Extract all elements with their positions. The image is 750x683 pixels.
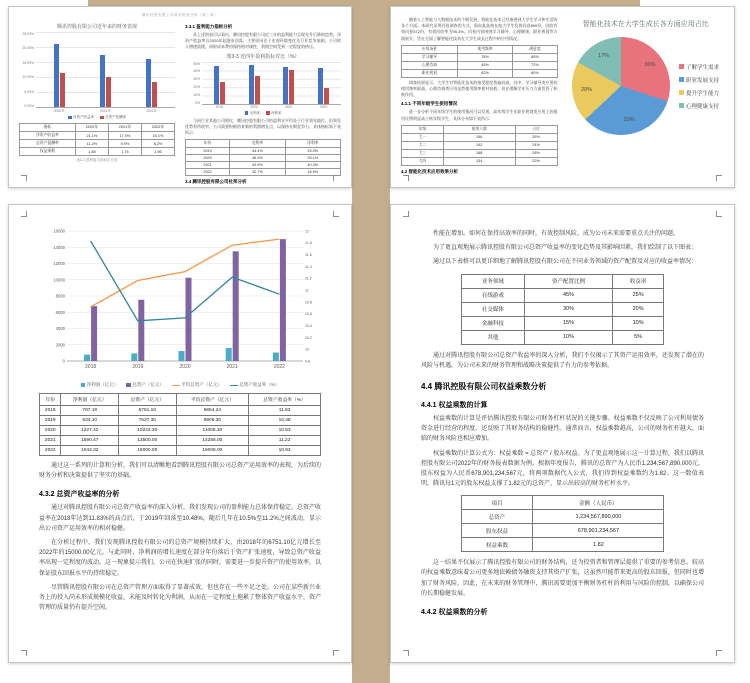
paragraph: 随着人工智能与大数据技术的不断发展，智能化技术已经渗透到大学生学习和生活的各个方面。本研究采用问卷调查的方式，面向某高校在校大学生发放问卷600份，回收有效问卷572份，有效回收率为95.3%。问卷内容围绕学习辅导、心理健康、职业规划等方面展开，旨在全面了解智能化技术在大学生成长过程中的应用情况。 <box>401 17 558 41</box>
svg-text:12: 12 <box>305 229 309 234</box>
paragraph: 为了更直观地展示腾讯控股有限公司总资产收益率的变化趋势及其影响因素，我们绘制了以下图表： <box>433 245 698 252</box>
table-caption: 表3-1 盈利能力指标汇总表 <box>76 158 118 162</box>
paragraph: 在分析过程中，我们发现腾讯控股有限公司的总资产规模持续扩大，由2018年的6751.10亿元增长至2022年的15000.00亿元。与此同时，净利润的增长速度在部分年份落后于资产扩张速度，导致总资产收益率出现一定程度的波动。这一现象提示我们，公司在快速扩张的同时，需要进一步提升资产的使用效率，以保证股东回报水平的持续稳定。 <box>39 539 322 577</box>
svg-text:11.4: 11.4 <box>305 264 312 269</box>
section-heading: 4.3.2 总资产收益率的分析 <box>39 491 120 499</box>
svg-text:0: 0 <box>62 358 65 364</box>
text-boundary-mark <box>403 650 409 656</box>
section-heading: 4.2 智能化技术应用效果分析 <box>401 168 459 174</box>
page-header: 腾讯控股有限公司财务报表分析（第三章） <box>142 13 218 17</box>
svg-text:8000: 8000 <box>55 293 65 299</box>
page-4[interactable] <box>390 204 735 663</box>
svg-text:11.2: 11.2 <box>305 276 312 281</box>
svg-text:2019: 2019 <box>132 364 144 370</box>
svg-text:12000: 12000 <box>53 261 65 267</box>
section-heading: 3.3.1 盈利能力指标分析 <box>185 24 233 29</box>
margin-ratio-table: 年份 毛利率 净利率 2019 44.4% 25.3% 2020 46.0% 33.1% 2021 43.9% 40.3% 2022 42.7% 18.9% <box>185 139 341 176</box>
business-allocation-table: 业务领域 资产配置比例 收益率 在线游戏 45% 25% 社交媒体 30% 20% 金融科技 15% 10% 其他 10% 5% <box>421 274 704 345</box>
text-boundary-mark <box>21 175 27 181</box>
section-heading: 4.4.1 权益乘数的计算 <box>421 401 488 409</box>
paragraph: 尽管腾讯控股有限公司在总资产管理方面取得了显著成效，但也存在一些不足之处。公司在某些新兴业务上的投入尚未形成规模化收益，未能及时转化为利润，从而在一定程度上拖累了整体资产收益水平，资产管理的质量仍有提升空间。 <box>39 584 322 612</box>
svg-text:6000: 6000 <box>55 309 65 315</box>
pie-chart-title: 智能化技术在大学生成长各方面应用占比 <box>582 21 709 28</box>
svg-text:2000: 2000 <box>55 342 65 348</box>
equity-multiplier-table: 项目 金额（人民币） 总资产 1,234,567,890,000 股东权益 678,901,234,567 权益乘数 1.82 <box>421 495 704 552</box>
svg-text:10.6: 10.6 <box>305 312 312 317</box>
assets-roa-combo-chart: 0 2000 4000 6000 8000 10000 12000 14000 16000 9.8 10 10.2 10.4 10.6 10.8 11 11.2 11.4 11.6 11.8 12 2018 2019 2020 2021 2022 净利润（亿元） 总资产（亿元） 平均总资产（亿元） 总资产收益率（%） <box>53 228 312 387</box>
paragraph: 进一步分析不同年级学生的使用情况可以发现，高年级学生在职业规划类应用上的使用比例明显高于低年级学生，具体分布如下表所示： <box>401 109 558 121</box>
svg-text:2022: 2022 <box>273 364 285 370</box>
paragraph: 从上述图表可以看出，腾讯控股有限公司近三年的盈利能力呈现先升后降的趋势。净资产收益率自2020年起逐步回落，主要原因在于宏观环境变化及行业竞争加剧，公司收入增速放缓，同时成本费用保持相对刚性，利润空间受到一定程度的挤压。 <box>185 32 341 50</box>
svg-text:11.8: 11.8 <box>305 241 312 246</box>
section-heading: 4.1.1 不同年级学生使用情况 <box>401 101 458 107</box>
usage-survey-table: 应用场景 使用频率 满意度 学习辅导 78% 85% 心理咨询 45% 72% 职业规划 62% 80% <box>401 45 558 78</box>
chart-title: 腾讯控股有限公司近年来的财务表现 <box>56 24 137 30</box>
paragraph: 性能在增加。如何在保持高效率的同时，有效控制风险，成为公司未来需要重点关注的问题。 <box>433 231 680 237</box>
page-1[interactable] <box>8 6 352 188</box>
section-heading: 4.4.2 权益乘数的分析 <box>421 609 488 616</box>
paragraph: 与同行业其他公司相比，腾讯控股有限公司的盈利水平仍处于行业领先地位，但领先优势有所收窄，公司需要积极培育新的利润增长点，以保持长期竞争力。具体指标如下表所示： <box>185 117 341 135</box>
svg-text:11: 11 <box>305 288 309 293</box>
paragraph: 通过对腾讯控股有限公司总资产收益率的深入分析，我们不仅揭示了其资产运用效率，还发现了潜在的风险与机遇，为公司未来的财务管理和战略决策提供了有力的参考依据。 <box>421 352 704 369</box>
paragraph: 权益乘数的计算是评估腾讯控股有限公司财务杠杆状况的关键步骤。权益乘数不仅反映了公司利用债务资金进行经营的程度，还反映了其财务结构的稳健性。通常而言，权益乘数越高，公司的财务杠杆越大，面临的财务风险也相应增加。 <box>421 415 704 443</box>
text-boundary-mark <box>333 211 339 217</box>
page-gap-background <box>352 0 390 683</box>
svg-text:10.8: 10.8 <box>305 300 312 305</box>
svg-text:10000: 10000 <box>53 277 65 283</box>
text-boundary-mark <box>333 175 339 181</box>
text-boundary-mark <box>716 211 722 217</box>
text-boundary-mark <box>333 650 339 656</box>
chapter-heading: 4.4 腾讯控股有限公司权益乘数分析 <box>421 381 547 391</box>
text-boundary-mark <box>716 175 722 181</box>
svg-text:14000: 14000 <box>53 244 65 250</box>
text-boundary-mark <box>403 175 409 181</box>
svg-text:2018: 2018 <box>85 364 97 370</box>
page2-right-column <box>568 15 725 177</box>
page1-left-column <box>19 21 175 187</box>
svg-text:16000: 16000 <box>53 228 65 234</box>
profit-comparison-bar-chart: 50% 40% 30% 20% 10% 0% 2019 2020 2021 2022 毛利率 净利率 <box>185 62 341 116</box>
grade-distribution-table: 年级 使用人数 占比 大一 156 26% 大二 142 24% 大三 168 28% 大四 134 22% <box>401 125 558 166</box>
section-heading: 3.4 腾讯控股有限公司杜邦分析 <box>185 179 247 185</box>
financial-performance-bar-chart: 25.00% 20.00% 15.00% 10.00% 5.00% 0.00% 2020年 2021年 2022年 净资产收益率 总资产报酬率 <box>19 32 175 120</box>
text-boundary-mark <box>21 650 27 656</box>
svg-text:2020: 2020 <box>179 364 191 370</box>
paragraph: 通过对腾讯控股有限公司总资产收益率的深入分析，我们发现公司的盈利能力总体保持稳定。总资产收益率在2018年达到11.83%的高点后，于2019年回落至10.48%，随后几年在10.5%至11.2%之间波动，显示出公司资产运用效率的相对稳健。 <box>39 505 322 532</box>
paragraph: 调查结果显示，大学生对智能化技术的接受程度普遍较高。其中，学习辅导类应用的使用频率最高，心理咨询类应用虽然使用频率相对较低，但在缓解学业压力方面发挥了积极作用。 <box>401 79 558 98</box>
page-2[interactable] <box>390 6 735 188</box>
ai-application-pie-chart: 30% 33% 20% 17% 了解学生需求 职业发展支持 提升学生能力 心理健康支持 <box>568 37 725 135</box>
svg-text:4000: 4000 <box>55 326 65 332</box>
text-boundary-mark <box>403 211 409 217</box>
svg-text:2021: 2021 <box>226 364 238 370</box>
svg-text:11.6: 11.6 <box>305 253 312 258</box>
chart-title: 图3-3 近四年盈利指标对比（%） <box>226 53 300 60</box>
profitability-summary-table: 指标 2020年 2021年 2022年 净资产收益率 21.1% 17.5% 16.1% 总资产报酬率 11.2% 9.9% 8.2% 权益乘数 1.88 1.76 1.96 <box>19 123 175 156</box>
page1-right-column <box>185 21 341 187</box>
paragraph: 通过这一系列的计算和分析，我们可以清晰地看到腾讯控股有限公司总资产运用效率的表现，为后续的财务分析和决策提供了坚实的基础。 <box>39 463 322 480</box>
assets-roa-data-table: 年份 净利润（亿元） 总资产（亿元） 平均总资产（亿元） 总资产收益率（%） 2018 787.19 6751.10 6654.24 11.83 2019 933.10 7537.30 9906.30 10.48 2020 1227.42 10243.30 11006.30 10.53 2021 1590.47 13500.00 14256.00 11.22 2022 1042.32 15000.00 15006.00 10.93 <box>39 393 321 456</box>
page2-left-column <box>401 15 558 177</box>
paragraph: 权益乘数的计算公式为：权益乘数 = 总资产 / 股东权益。为了更直观地展示这一计算过程，我们以腾讯控股有限公司2022年的财务报表数据为例。根据年度报告，腾讯的总资产为人民币1,234,567,890,000元，股东权益为人民币678,901,234,567元，将两项数据代入公式，我们得到权益乘数约为1.82。这一数值表明，腾讯每1元的股东权益支撑了1.82元的总资产，显示出较高的财务杠杆水平。 <box>421 450 704 488</box>
page-3[interactable] <box>8 204 352 663</box>
text-boundary-mark <box>716 650 722 656</box>
svg-text:9.8: 9.8 <box>305 359 310 364</box>
svg-text:10.2: 10.2 <box>305 335 312 340</box>
text-boundary-mark <box>21 211 27 217</box>
paragraph: 通过以下表格可以更详细地了解腾讯控股有限公司在不同业务领域的资产配置及对应的收益率情况： <box>433 259 698 266</box>
svg-text:10: 10 <box>305 347 309 352</box>
paragraph: 这一结果不仅展示了腾讯控股有限公司的财务结构，还为投资者和管理层提供了重要的参考信息。较高的权益乘数意味着公司更多地依赖债务融资支持其资产扩张，这虽然可能带来更高的股东回报，但同时也增加了财务风险。因此，在未来的财务管理中，腾讯需要更加平衡财务杠杆的利用与风险的控制，以确保公司的长期稳健发展。 <box>421 560 704 597</box>
svg-text:10.4: 10.4 <box>305 323 312 328</box>
